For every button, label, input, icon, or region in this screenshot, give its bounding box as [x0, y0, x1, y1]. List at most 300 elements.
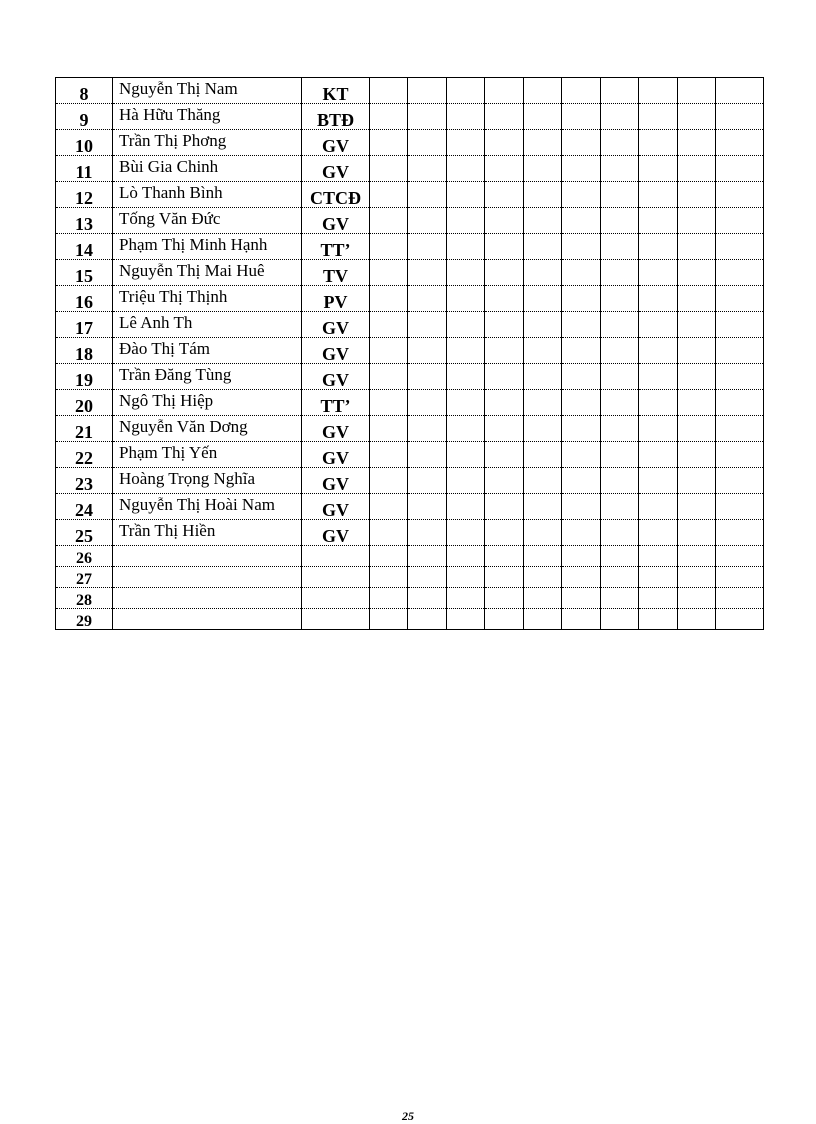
row-number: 13	[56, 208, 113, 234]
empty-cell	[485, 312, 524, 338]
empty-cell	[524, 130, 562, 156]
row-number: 23	[56, 468, 113, 494]
staff-name	[113, 609, 302, 630]
empty-cell	[601, 338, 639, 364]
empty-cell	[639, 520, 678, 546]
empty-cell	[678, 364, 716, 390]
empty-cell	[678, 546, 716, 567]
empty-cell	[485, 520, 524, 546]
empty-cell	[639, 364, 678, 390]
empty-cell	[370, 609, 408, 630]
table-row	[56, 494, 764, 520]
empty-cell	[601, 588, 639, 609]
empty-cell	[562, 156, 601, 182]
empty-cell	[639, 182, 678, 208]
empty-cell	[447, 234, 485, 260]
page-number: 25	[402, 1109, 414, 1123]
empty-cell	[562, 234, 601, 260]
empty-cell	[370, 104, 408, 130]
staff-name: Nguyễn Thị Mai Huê	[113, 260, 302, 286]
staff-role: GV	[302, 364, 370, 390]
empty-cell	[601, 546, 639, 567]
empty-cell	[524, 468, 562, 494]
empty-cell	[370, 312, 408, 338]
staff-role: GV	[302, 442, 370, 468]
empty-cell	[601, 609, 639, 630]
empty-cell	[678, 182, 716, 208]
empty-cell	[601, 104, 639, 130]
empty-cell	[639, 609, 678, 630]
empty-cell	[678, 78, 716, 104]
empty-cell	[601, 364, 639, 390]
staff-name: Nguyễn Thị Nam	[113, 78, 302, 104]
empty-cell	[639, 416, 678, 442]
table-row	[56, 567, 764, 588]
empty-cell	[447, 520, 485, 546]
row-number: 14	[56, 234, 113, 260]
empty-cell	[524, 364, 562, 390]
empty-cell	[716, 520, 764, 546]
empty-cell	[639, 567, 678, 588]
empty-cell	[447, 156, 485, 182]
staff-role: GV	[302, 130, 370, 156]
empty-cell	[447, 468, 485, 494]
staff-name: Phạm Thị Minh Hạnh	[113, 234, 302, 260]
empty-cell	[485, 416, 524, 442]
empty-cell	[447, 338, 485, 364]
empty-cell	[485, 567, 524, 588]
empty-cell	[408, 78, 447, 104]
empty-cell	[370, 78, 408, 104]
empty-cell	[639, 78, 678, 104]
empty-cell	[716, 338, 764, 364]
empty-cell	[408, 156, 447, 182]
empty-cell	[562, 567, 601, 588]
table-row	[56, 442, 764, 468]
empty-cell	[408, 286, 447, 312]
empty-cell	[639, 312, 678, 338]
empty-cell	[562, 416, 601, 442]
staff-name	[113, 546, 302, 567]
staff-role: GV	[302, 156, 370, 182]
empty-cell	[447, 416, 485, 442]
empty-cell	[639, 338, 678, 364]
empty-cell	[524, 494, 562, 520]
empty-cell	[678, 234, 716, 260]
table-row	[56, 104, 764, 130]
empty-cell	[601, 442, 639, 468]
row-number: 29	[56, 609, 113, 630]
empty-cell	[678, 567, 716, 588]
empty-cell	[447, 312, 485, 338]
table-row	[56, 609, 764, 630]
empty-cell	[408, 208, 447, 234]
table-row	[56, 588, 764, 609]
table-row	[56, 182, 764, 208]
row-number: 27	[56, 567, 113, 588]
empty-cell	[562, 208, 601, 234]
staff-name: Nguyễn Văn Dơng	[113, 416, 302, 442]
empty-cell	[678, 494, 716, 520]
empty-cell	[716, 234, 764, 260]
staff-role: GV	[302, 520, 370, 546]
empty-cell	[524, 208, 562, 234]
empty-cell	[370, 494, 408, 520]
empty-cell	[485, 609, 524, 630]
staff-role	[302, 609, 370, 630]
empty-cell	[678, 468, 716, 494]
table-row	[56, 234, 764, 260]
empty-cell	[370, 182, 408, 208]
empty-cell	[370, 416, 408, 442]
empty-cell	[639, 588, 678, 609]
table-row	[56, 130, 764, 156]
empty-cell	[639, 234, 678, 260]
empty-cell	[447, 104, 485, 130]
empty-cell	[447, 567, 485, 588]
empty-cell	[716, 546, 764, 567]
staff-name: Hà Hữu Thăng	[113, 104, 302, 130]
empty-cell	[678, 104, 716, 130]
empty-cell	[562, 260, 601, 286]
empty-cell	[408, 546, 447, 567]
table-row	[56, 208, 764, 234]
table-row	[56, 78, 764, 104]
staff-name: Phạm Thị Yến	[113, 442, 302, 468]
empty-cell	[639, 390, 678, 416]
row-number: 25	[56, 520, 113, 546]
empty-cell	[370, 286, 408, 312]
empty-cell	[447, 364, 485, 390]
staff-name: Tống Văn Đức	[113, 208, 302, 234]
staff-role: GV	[302, 208, 370, 234]
table-row	[56, 312, 764, 338]
empty-cell	[524, 182, 562, 208]
empty-cell	[370, 130, 408, 156]
empty-cell	[485, 286, 524, 312]
row-number: 11	[56, 156, 113, 182]
staff-name: Lò Thanh Bình	[113, 182, 302, 208]
empty-cell	[716, 442, 764, 468]
empty-cell	[562, 546, 601, 567]
empty-cell	[370, 442, 408, 468]
staff-role: GV	[302, 468, 370, 494]
empty-cell	[601, 286, 639, 312]
empty-cell	[485, 208, 524, 234]
empty-cell	[447, 78, 485, 104]
row-number: 19	[56, 364, 113, 390]
staff-name: Trần Đăng Tùng	[113, 364, 302, 390]
empty-cell	[716, 286, 764, 312]
empty-cell	[639, 156, 678, 182]
empty-cell	[408, 442, 447, 468]
empty-cell	[601, 130, 639, 156]
empty-cell	[639, 468, 678, 494]
table-body	[56, 78, 764, 630]
empty-cell	[601, 312, 639, 338]
empty-cell	[716, 78, 764, 104]
table-row	[56, 468, 764, 494]
empty-cell	[485, 338, 524, 364]
empty-cell	[408, 609, 447, 630]
empty-cell	[524, 234, 562, 260]
empty-cell	[370, 260, 408, 286]
empty-cell	[485, 130, 524, 156]
empty-cell	[678, 312, 716, 338]
empty-cell	[601, 156, 639, 182]
empty-cell	[447, 286, 485, 312]
empty-cell	[408, 364, 447, 390]
table-row	[56, 390, 764, 416]
empty-cell	[716, 609, 764, 630]
empty-cell	[601, 390, 639, 416]
empty-cell	[639, 546, 678, 567]
table-row	[56, 338, 764, 364]
empty-cell	[562, 286, 601, 312]
empty-cell	[408, 234, 447, 260]
staff-name: Bùi Gia Chinh	[113, 156, 302, 182]
empty-cell	[370, 520, 408, 546]
empty-cell	[524, 609, 562, 630]
empty-cell	[601, 78, 639, 104]
empty-cell	[562, 182, 601, 208]
empty-cell	[524, 546, 562, 567]
staff-name: Trần Thị Phơng	[113, 130, 302, 156]
staff-role	[302, 588, 370, 609]
empty-cell	[678, 442, 716, 468]
empty-cell	[524, 104, 562, 130]
staff-name: Triệu Thị Thịnh	[113, 286, 302, 312]
empty-cell	[716, 182, 764, 208]
staff-role: TV	[302, 260, 370, 286]
empty-cell	[524, 156, 562, 182]
row-number: 8	[56, 78, 113, 104]
empty-cell	[562, 104, 601, 130]
row-number: 15	[56, 260, 113, 286]
staff-name: Trần Thị Hiền	[113, 520, 302, 546]
empty-cell	[485, 104, 524, 130]
empty-cell	[485, 588, 524, 609]
empty-cell	[601, 520, 639, 546]
empty-cell	[716, 260, 764, 286]
empty-cell	[678, 156, 716, 182]
row-number: 12	[56, 182, 113, 208]
table-row	[56, 364, 764, 390]
empty-cell	[678, 520, 716, 546]
staff-name: Hoàng Trọng Nghĩa	[113, 468, 302, 494]
empty-cell	[408, 494, 447, 520]
row-number: 17	[56, 312, 113, 338]
staff-name: Ngô Thị Hiệp	[113, 390, 302, 416]
empty-cell	[524, 442, 562, 468]
empty-cell	[524, 260, 562, 286]
empty-cell	[447, 130, 485, 156]
empty-cell	[524, 588, 562, 609]
empty-cell	[639, 494, 678, 520]
table-row	[56, 156, 764, 182]
empty-cell	[678, 130, 716, 156]
empty-cell	[485, 364, 524, 390]
staff-role: TT’	[302, 390, 370, 416]
empty-cell	[639, 130, 678, 156]
empty-cell	[447, 182, 485, 208]
empty-cell	[601, 208, 639, 234]
empty-cell	[408, 104, 447, 130]
empty-cell	[562, 312, 601, 338]
empty-cell	[639, 442, 678, 468]
empty-cell	[562, 78, 601, 104]
empty-cell	[447, 260, 485, 286]
empty-cell	[639, 104, 678, 130]
staff-role: TT’	[302, 234, 370, 260]
empty-cell	[408, 588, 447, 609]
empty-cell	[370, 390, 408, 416]
staff-role	[302, 546, 370, 567]
empty-cell	[716, 390, 764, 416]
table-row	[56, 416, 764, 442]
empty-cell	[562, 520, 601, 546]
empty-cell	[447, 494, 485, 520]
empty-cell	[524, 338, 562, 364]
staff-role: GV	[302, 338, 370, 364]
empty-cell	[524, 520, 562, 546]
staff-role	[302, 567, 370, 588]
empty-cell	[562, 364, 601, 390]
empty-cell	[716, 312, 764, 338]
empty-cell	[639, 286, 678, 312]
empty-cell	[562, 588, 601, 609]
empty-cell	[447, 588, 485, 609]
empty-cell	[716, 130, 764, 156]
row-number: 9	[56, 104, 113, 130]
empty-cell	[716, 104, 764, 130]
empty-cell	[370, 208, 408, 234]
empty-cell	[370, 234, 408, 260]
empty-cell	[447, 546, 485, 567]
empty-cell	[716, 468, 764, 494]
row-number: 10	[56, 130, 113, 156]
empty-cell	[370, 567, 408, 588]
staff-role: PV	[302, 286, 370, 312]
empty-cell	[716, 494, 764, 520]
empty-cell	[716, 156, 764, 182]
empty-cell	[678, 588, 716, 609]
row-number: 21	[56, 416, 113, 442]
row-number: 18	[56, 338, 113, 364]
row-number: 22	[56, 442, 113, 468]
staff-name: Lê Anh Th	[113, 312, 302, 338]
empty-cell	[601, 182, 639, 208]
empty-cell	[524, 390, 562, 416]
staff-name	[113, 567, 302, 588]
empty-cell	[716, 364, 764, 390]
empty-cell	[408, 390, 447, 416]
empty-cell	[485, 442, 524, 468]
empty-cell	[562, 468, 601, 494]
empty-cell	[485, 234, 524, 260]
empty-cell	[370, 364, 408, 390]
empty-cell	[524, 416, 562, 442]
empty-cell	[639, 208, 678, 234]
empty-cell	[485, 494, 524, 520]
row-number: 20	[56, 390, 113, 416]
empty-cell	[562, 130, 601, 156]
empty-cell	[678, 286, 716, 312]
empty-cell	[408, 260, 447, 286]
empty-cell	[678, 260, 716, 286]
row-number: 24	[56, 494, 113, 520]
empty-cell	[716, 588, 764, 609]
empty-cell	[408, 130, 447, 156]
empty-cell	[408, 520, 447, 546]
staff-role: KT	[302, 78, 370, 104]
empty-cell	[485, 78, 524, 104]
empty-cell	[639, 260, 678, 286]
empty-cell	[562, 609, 601, 630]
staff-name: Nguyễn Thị Hoài Nam	[113, 494, 302, 520]
empty-cell	[524, 286, 562, 312]
staff-name: Đào Thị Tám	[113, 338, 302, 364]
empty-cell	[601, 567, 639, 588]
empty-cell	[408, 567, 447, 588]
empty-cell	[562, 390, 601, 416]
empty-cell	[408, 416, 447, 442]
empty-cell	[485, 390, 524, 416]
empty-cell	[562, 494, 601, 520]
empty-cell	[524, 567, 562, 588]
row-number: 28	[56, 588, 113, 609]
empty-cell	[678, 338, 716, 364]
table-row	[56, 546, 764, 567]
empty-cell	[601, 234, 639, 260]
empty-cell	[408, 468, 447, 494]
empty-cell	[562, 442, 601, 468]
row-number: 16	[56, 286, 113, 312]
empty-cell	[716, 567, 764, 588]
empty-cell	[716, 208, 764, 234]
staff-role: BTĐ	[302, 104, 370, 130]
empty-cell	[408, 182, 447, 208]
empty-cell	[678, 390, 716, 416]
empty-cell	[524, 312, 562, 338]
empty-cell	[370, 588, 408, 609]
empty-cell	[485, 546, 524, 567]
table-row	[56, 286, 764, 312]
empty-cell	[716, 416, 764, 442]
empty-cell	[485, 156, 524, 182]
empty-cell	[408, 312, 447, 338]
empty-cell	[447, 609, 485, 630]
table-row	[56, 260, 764, 286]
empty-cell	[447, 208, 485, 234]
empty-cell	[485, 468, 524, 494]
empty-cell	[601, 260, 639, 286]
table-row	[56, 520, 764, 546]
staff-role: CTCĐ	[302, 182, 370, 208]
empty-cell	[678, 416, 716, 442]
empty-cell	[601, 468, 639, 494]
empty-cell	[370, 546, 408, 567]
staff-role: GV	[302, 312, 370, 338]
empty-cell	[524, 78, 562, 104]
staff-name	[113, 588, 302, 609]
staff-role: GV	[302, 416, 370, 442]
empty-cell	[370, 338, 408, 364]
empty-cell	[447, 390, 485, 416]
row-number: 26	[56, 546, 113, 567]
empty-cell	[485, 182, 524, 208]
empty-cell	[601, 494, 639, 520]
